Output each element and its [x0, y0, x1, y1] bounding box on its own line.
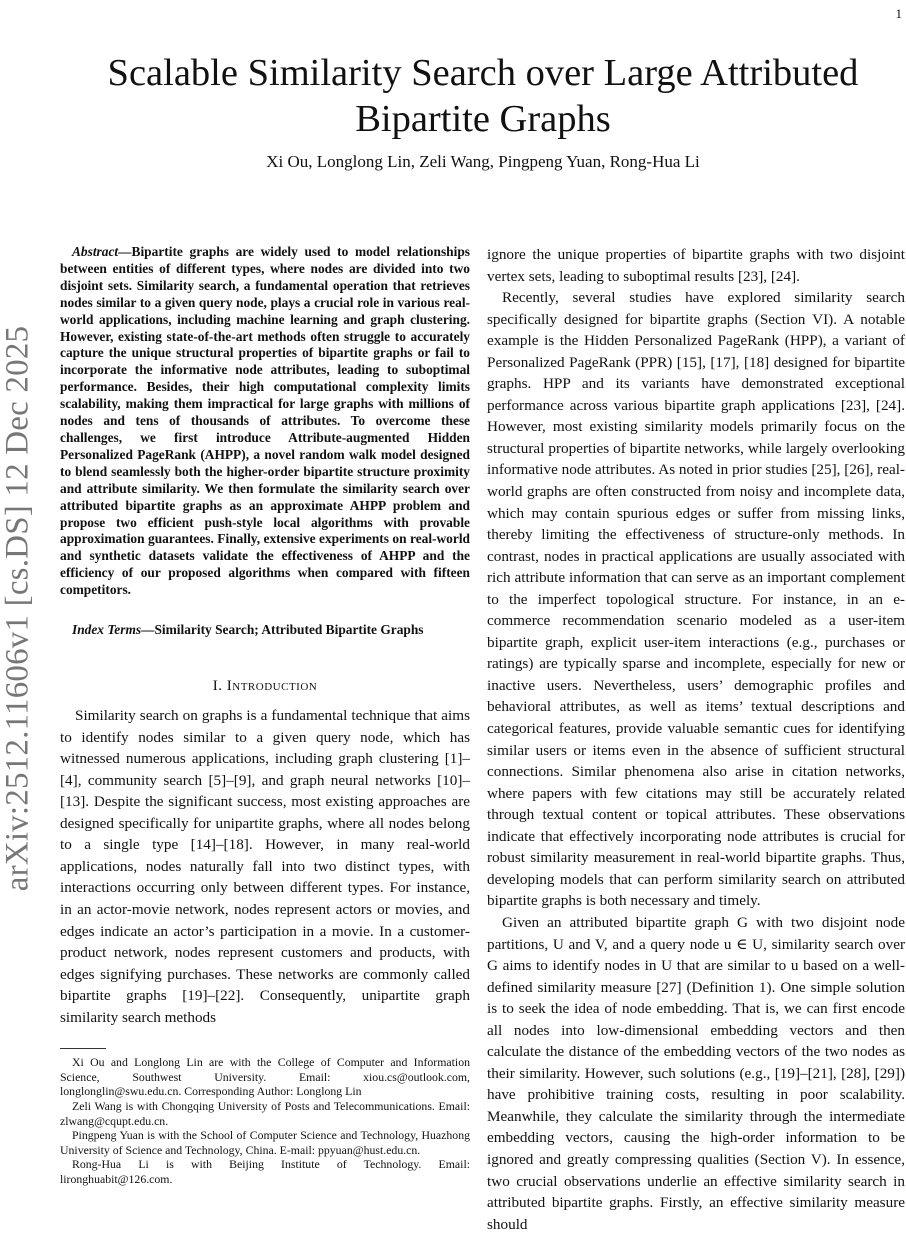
index-terms-label: Index Terms—	[72, 622, 155, 638]
page-number: 1	[895, 6, 902, 21]
body-paragraph: Recently, several studies have explored similarity search specifically designed for bipartite graphs (Section VI). A notable example is the Hidden Personalized PageRank (HPP), a variant of Personalized PageRank (PPR) [15], [17], [18] designed for bipartite graphs. HPP and its variants have demonstrated exceptional performance across various bipartite graph applications [23], [24]. However, most existing similarity models primarily focus on the structural properties of bipartite networks, while largely overlooking informative node attributes. As noted in prior studies [25], [26], real-world graphs are often constructed from noisy and incomplete data, which may contain spurious edges or suffer from missing links, thereby limiting the effectiveness of structure-only methods. In contrast, nodes in practical applications are usually associated with rich attribute information that can serve as an important complement to the imperfect topological structure. For instance, in an e-commerce recommendation scenario modeled as a user-item bipartite graph, explicit user-item interactions (e.g., purchases or ratings) are typically sparse and incomplete, especially for new or inactive users. Nevertheless, users’ demographic profiles and behavioral attributes, as well as items’ textual descriptions and categorical features, provide valuable semantic cues for identifying similar users or items even in the absence of sufficient structural connections. Similar phenomena also arise in citation networks, where papers with few citations may still be accurately related through textual content or topical attributes. These observations indicate that effectively incorporating node attributes is crucial for robust similarity measurement in real-world bipartite graphs. Thus, developing models that can perform similarity search on attributed bipartite graphs is both necessary and timely.	[487, 289, 905, 910]
footnote: Rong-Hua Li is with Beijing Institute of Technology. Email: lironghuabit@126.com.	[60, 1157, 470, 1186]
arxiv-identifier: arXiv:2512.11606v1 [cs.DS] 12 Dec 2025	[0, 325, 36, 892]
index-terms-text: Similarity Search; Attributed Bipartite Graphs	[154, 622, 424, 638]
body-paragraph: Given an attributed bipartite graph G with two disjoint node partitions, U and V, and a query node u ∈ U, similarity search over G aims to identify nodes in U that are similar to u based on a well-defined similarity measure [27] (Definition 1). One simple solution is to seek the idea of node embedding. That is, we can first encode all nodes into low-dimensional embedding vectors and then calculate the distance of the embedding vectors of the two nodes as their similarity. However, such solutions (e.g., [19]–[21], [28], [29]) have prohibitive training costs, resulting in poor scalability. Meanwhile, they calculate the similarity through the intermediate embedding vectors, causing the high-order information to be ignored and greatly compressing qualities (Section V). In essence, two crucial observations underlie an effective similarity search in attributed bipartite graphs. Firstly, an effective similarity measure should	[487, 913, 905, 1233]
footnote-rule	[60, 1048, 106, 1049]
left-column	[60, 244, 470, 1187]
paper-title: Scalable Similarity Search over Large Attributed Bipartite Graphs	[107, 52, 859, 140]
body-paragraph: ignore the unique properties of bipartite graphs with two disjoint vertex sets, leading to suboptimal results [23], [24].	[487, 246, 905, 285]
footnote: Xi Ou and Longlong Lin are with the College of Computer and Information Science, Southwest University. Email: xiou.cs@outlook.com, longlonglin@swu.edu.cn. Corresponding Author: Longlong Lin	[60, 1055, 470, 1099]
abstract-text: Bipartite graphs are widely used to model relationships between entities of different types, where nodes are divided into two disjoint sets. Similarity search, a fundamental operation that retrieves nodes similar to a given query node, plays a crucial role in various real-world applications, including machine learning and graph clustering. However, existing state-of-the-art methods often struggle to accurately capture the unique structural properties of bipartite graphs or fail to incorporate the informative node attributes, leading to suboptimal performance. Besides, their high computational complexity limits scalability, making them impractical for large graphs with millions of nodes and tens of thousands of attributes. To overcome these challenges, we first introduce Attribute-augmented Hidden Personalized PageRank (AHPP), a novel random walk model designed to blend seamlessly both the higher-order bipartite structure proximity and attribute similarity. We then formulate the similarity search over attributed bipartite graphs as an approximate AHPP problem and propose two efficient push-style local algorithms with provable approximation guarantees. Finally, extensive experiments on real-world and synthetic datasets validate the effectiveness of AHPP and the efficiency of our proposed algorithms when compared with fifteen competitors.	[60, 244, 470, 598]
abstract	[60, 244, 470, 599]
section-heading-introduction: I. Introduction	[212, 678, 318, 695]
footnote: Pingpeng Yuan is with the School of Computer Science and Technology, Huazhong University of Science and Technology, China. E-mail: ppyuan@hust.edu.cn.	[60, 1128, 470, 1157]
footnote: Zeli Wang is with Chongqing University of Posts and Telecommunications. Email: zlwang@cqupt.edu.cn.	[60, 1099, 470, 1128]
body-paragraph: Similarity search on graphs is a fundamental technique that aims to identify nodes similar to a given query node, which has witnessed numerous applications, including graph clustering [1]–[4], community search [5]–[9], and graph neural networks [10]–[13]. Despite the significant success, most existing approaches are designed specifically for unipartite graphs, where all nodes belong to a single type [14]–[18]. However, in many real-world applications, nodes naturally fall into two distinct types, with interactions occurring only between different types. For instance, in an actor-movie network, nodes represent actors or movies, and edges indicate an actor’s participation in a movie. In a customer-product network, nodes represent customers and products, with edges signifying purchases. These networks are commonly called bipartite graphs [19]–[22]. Consequently, unipartite graph similarity search methods	[60, 707, 470, 1026]
right-column	[487, 244, 905, 1235]
introduction-left	[60, 705, 470, 1028]
index-terms	[60, 621, 470, 638]
author-list: Xi Ou, Longlong Lin, Zeli Wang, Pingpeng Yuan, Rong-Hua Li	[266, 152, 700, 171]
footnotes	[60, 1055, 470, 1186]
abstract-label: Abstract—	[72, 244, 132, 259]
